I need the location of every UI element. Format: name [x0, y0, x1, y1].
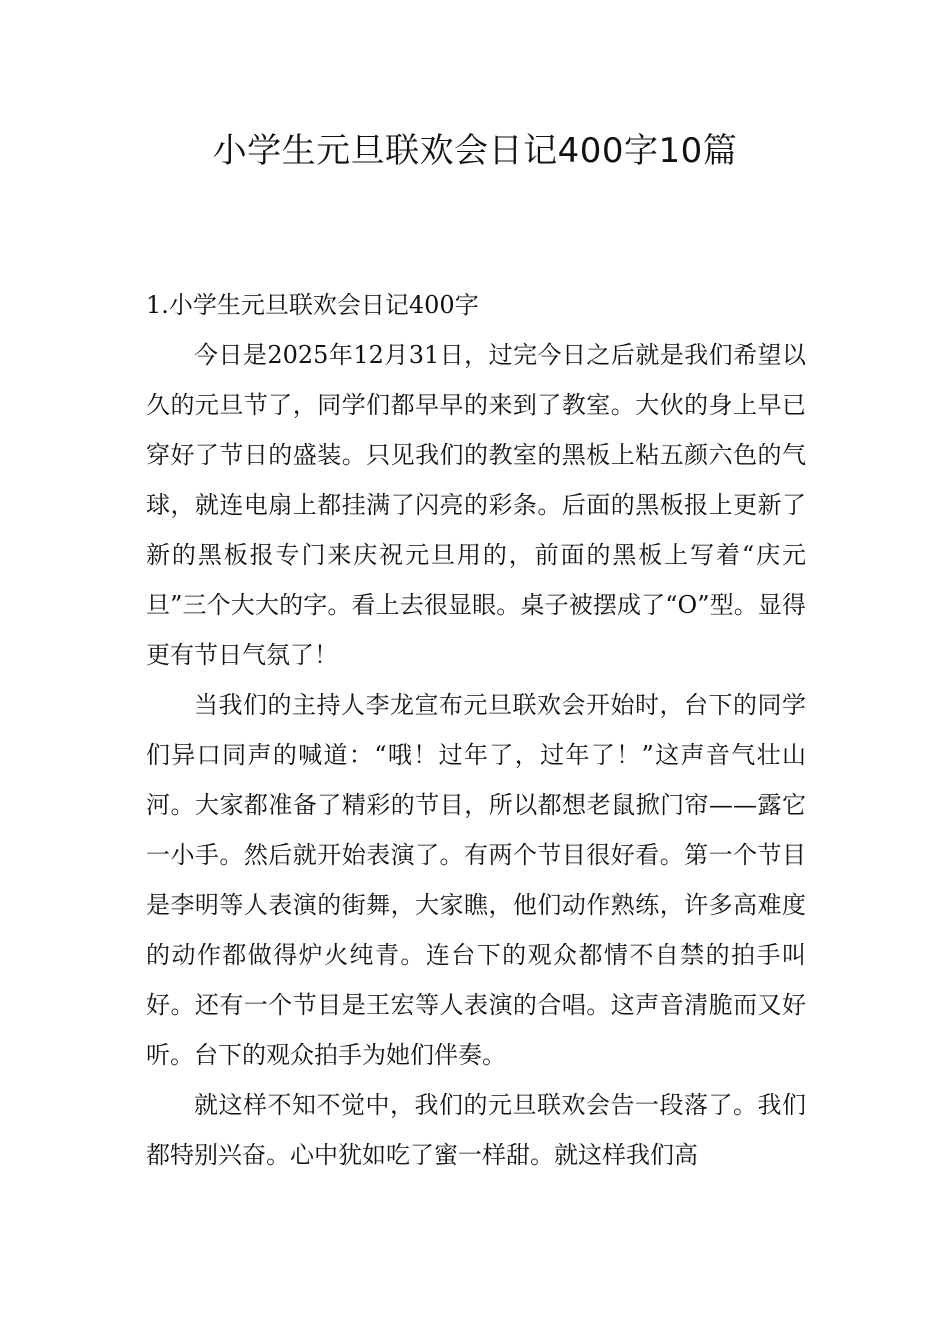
section-heading: 1.小学生元旦联欢会日记400字 [146, 291, 479, 319]
paragraph-3: 就这样不知不觉中，我们的元旦联欢会告一段落了。我们都特别兴奋。心中犹如吃了蜜一样甜。就这样我们高 [146, 1091, 806, 1169]
paragraph-1: 今日是2025年12月31日，过完今日之后就是我们希望以久的元旦节了，同学们都早早的来到了教室。大伙的身上早已穿好了节日的盛装。只见我们的教室的黑板上粘五颜六色的气球，就连电扇上都挂满了闪亮的彩条。后面的黑板报上更新了新的黑板报专门来庆祝元旦用的，前面的黑板上写着“庆元旦”三个大大的字。看上去很显眼。桌子被摆成了“O”型。显得更有节日气氛了！ [146, 341, 806, 669]
document-title: 小学生元旦联欢会日记400字10篇 [212, 131, 738, 171]
paragraph-2: 当我们的主持人李龙宣布元旦联欢会开始时，台下的同学们异口同声的喊道：“哦！过年了，过年了！”这声音气壮山河。大家都准备了精彩的节目，所以都想老鼠掀门帘——露它一小手。然后就开始表演了。有两个节目很好看。第一个节目是李明等人表演的街舞，大家瞧，他们动作熟练，许多高难度的动作都做得炉火纯青。连台下的观众都情不自禁的拍手叫好。还有一个节目是王宏等人表演的合唱。这声音清脆而又好听。台下的观众拍手为她们伴奏。 [146, 691, 806, 1069]
document-body [146, 280, 806, 1180]
